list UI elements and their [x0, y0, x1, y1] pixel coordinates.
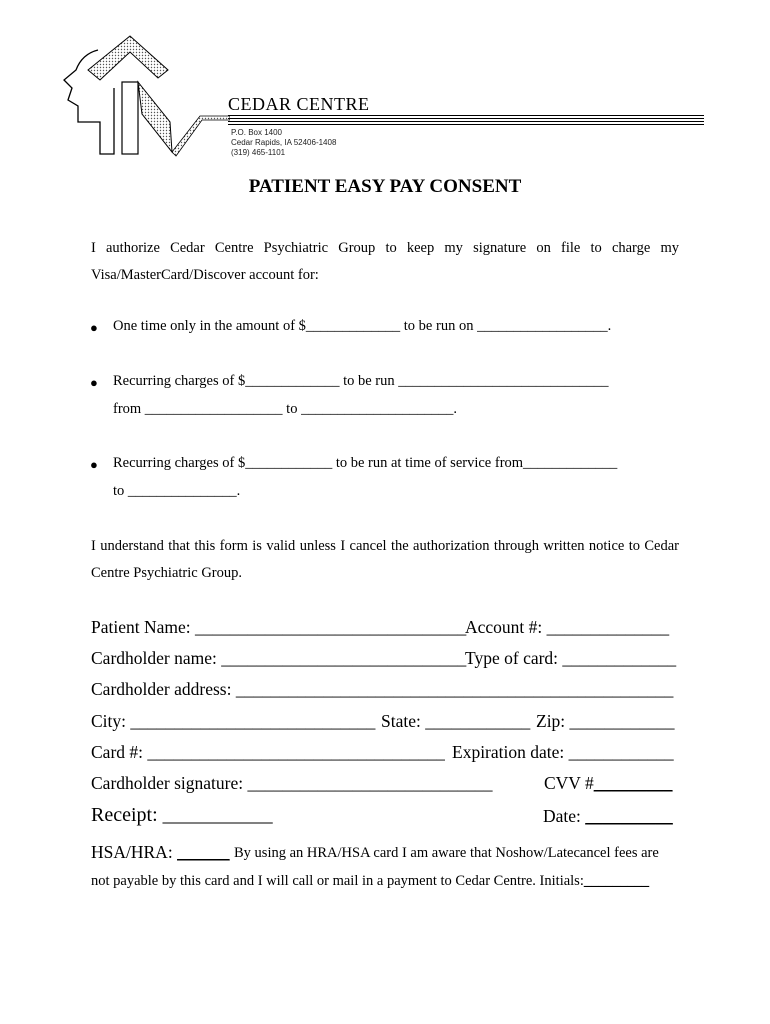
address-line-2: Cedar Rapids, IA 52406-1408 [231, 138, 337, 147]
account-number-field[interactable]: Account #: ______________ [465, 617, 670, 637]
hsa-note: By using an HRA/HSA card I am aware that Noshow/Latecancel fees are [234, 845, 659, 861]
hsa-note-2-text: not payable by this card and I will call or mail in a payment to Cedar Centre. Initials: [91, 873, 584, 889]
cedar-centre-logo [60, 30, 230, 160]
expiration-date-field[interactable]: Expiration date: ____________ [452, 742, 674, 762]
cardholder-signature-field[interactable]: Cardholder signature: ____________________________ [91, 773, 493, 793]
patient-name-field[interactable]: Patient Name: _______________________________ [91, 617, 467, 637]
zip-field[interactable]: Zip: ____________ [536, 711, 675, 731]
bullet-recurring-line1: Recurring charges of $_____________ to be run _____________________________ [113, 373, 609, 389]
address-line-1: P.O. Box 1400 [231, 128, 282, 137]
cvv-field[interactable] [544, 773, 673, 794]
intro-paragraph: I authorize Cedar Centre Psychiatric Group to keep my signature on file to charge my Visa/MasterCard/Discover account for: [91, 240, 679, 283]
receipt-field[interactable]: Receipt: ___________ [91, 804, 273, 826]
card-type-field[interactable]: Type of card: _____________ [465, 648, 677, 668]
cvv-label: CVV # [544, 773, 594, 793]
hsa-label: HSA/HRA: [91, 842, 178, 862]
date-blank: __________ [585, 806, 673, 826]
page-title: PATIENT EASY PAY CONSENT [248, 176, 522, 197]
card-number-field[interactable]: Card #: __________________________________ [91, 742, 445, 762]
validity-paragraph: I understand that this form is valid unless I cancel the authorization through written notice to Cedar Centre Psychiatric Group. [91, 538, 679, 581]
bullet-icon: ● [90, 375, 98, 390]
city-field[interactable]: City: ____________________________ [91, 711, 376, 731]
date-label: Date: [543, 806, 586, 826]
cardholder-name-field[interactable]: Cardholder name: ____________________________ [91, 648, 467, 668]
hsa-field[interactable] [91, 842, 230, 863]
hsa-note-2 [91, 873, 649, 890]
cardholder-address-field[interactable]: Cardholder address: __________________________________________________ [91, 679, 674, 699]
bullet-recurring-line2: from ___________________ to _____________________. [113, 401, 457, 417]
bullet-one-time: One time only in the amount of $_____________ to be run on __________________. [113, 318, 612, 334]
initials-field[interactable]: _________ [583, 873, 650, 889]
org-name: CEDAR CENTRE [228, 94, 370, 114]
bullet-icon: ● [90, 320, 98, 335]
header-rules [228, 115, 704, 127]
hsa-blank: ______ [177, 842, 230, 862]
bullet-icon: ● [90, 457, 98, 472]
bullet-service-line1: Recurring charges of $____________ to be run at time of service from_____________ [113, 455, 618, 471]
date-field[interactable] [543, 806, 673, 827]
cvv-blank: _________ [593, 773, 673, 793]
address-line-3: (319) 465-1101 [231, 148, 286, 157]
bullet-service-line2: to _______________. [113, 483, 241, 499]
state-field[interactable]: State: ____________ [381, 711, 531, 731]
